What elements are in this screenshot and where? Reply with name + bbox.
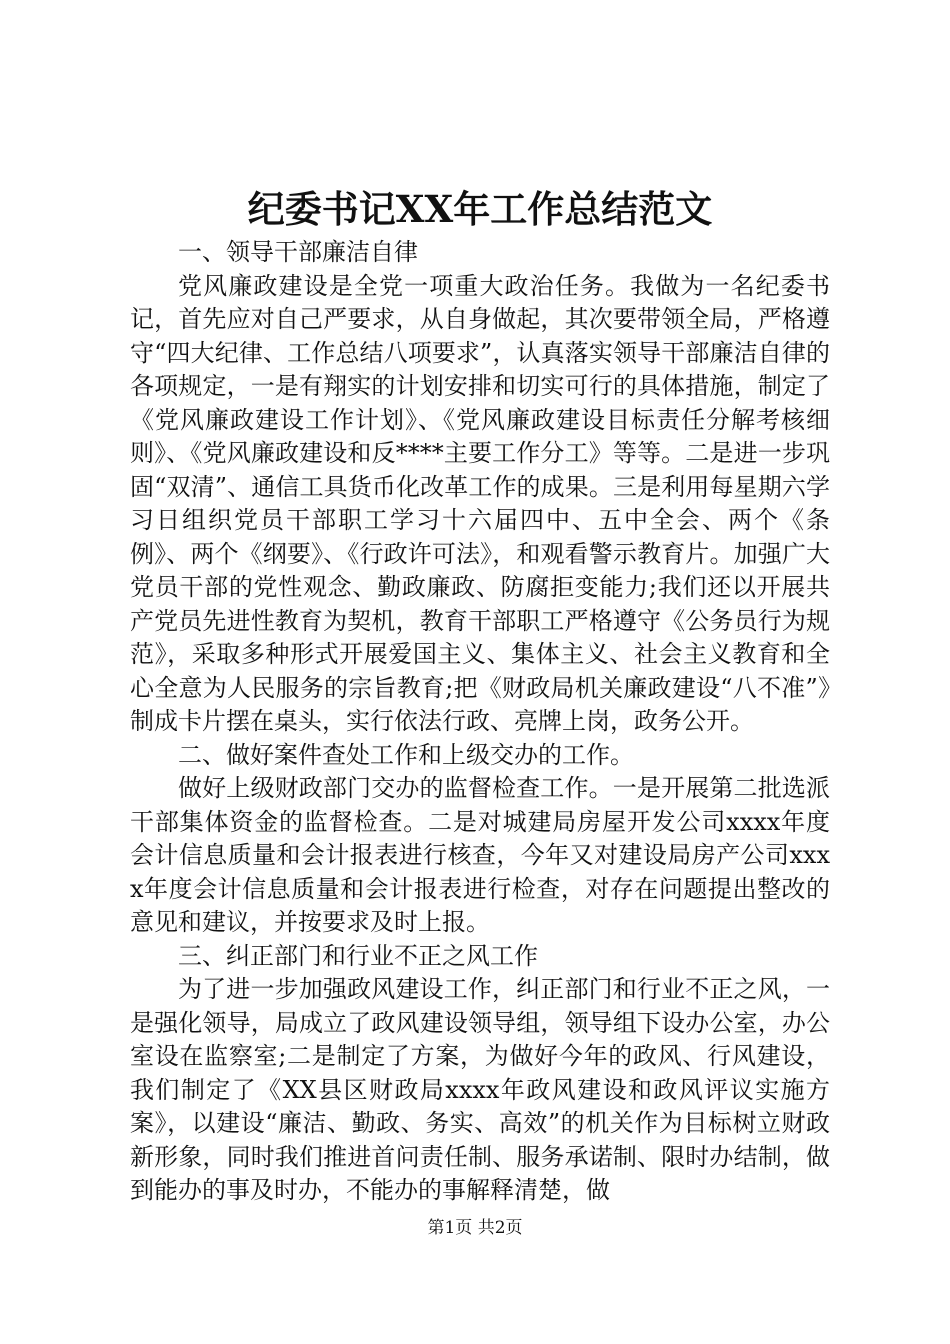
section-body-3: 为了进一步加强政风建设工作，纠正部门和行业不正之风，一是强化领导，局成立了政风建设领导组，领导组下设办公室，办公室设在监察室;二是制定了方案，为做好今年的政风、行风建设，我们制定了《XX县区财政局xxxx年政风建设和政风评议实施方案》，以建设“廉洁、勤政、务实、高效”的机关作为目标树立财政新形象，同时我们推进首问责任制、服务承诺制、限时办结制，做到能办的事及时办，不能办的事解释清楚，做	[130, 975, 830, 1204]
section-heading-1: 一、领导干部廉洁自律	[178, 238, 418, 266]
document-page	[130, 182, 830, 1208]
page-footer: 第1页 共2页	[427, 1218, 523, 1238]
section-body-2: 做好上级财政部门交办的监督检查工作。一是开展第二批选派干部集体资金的监督检查。二是对城建局房屋开发公司xxxx年度会计信息质量和会计报表进行核查，今年又对建设局房产公司xxxx年度会计信息质量和会计报表进行检查，对存在问题提出整改的意见和建议，并按要求及时上报。	[130, 774, 830, 936]
section-heading-2: 二、做好案件查处工作和上级交办的工作。	[178, 740, 634, 769]
document-title: 纪委书记XX年工作总结范文	[247, 187, 713, 231]
section-body-1: 党风廉政建设是全党一项重大政治任务。我做为一名纪委书记，首先应对自己严要求，从自身做起，其次要带领全局，严格遵守“四大纪律、工作总结八项要求”，认真落实领导干部廉洁自律的各项规定，一是有翔实的计划安排和切实可行的具体措施，制定了《党风廉政建设工作计划》、《党风廉政建设目标责任分解考核细则》、《党风廉政建设和反****主要工作分工》等等。二是进一步巩固“双清”、通信工具货币化改革工作的成果。三是利用每星期六学习日组织党员干部职工学习十六届四中、五中全会、两个《条例》、两个《纲要》、《行政许可法》，和观看警示教育片。加强广大党员干部的党性观念、勤政廉政、防腐拒变能力;我们还以开展共产党员先进性教育为契机，教育干部职工严格遵守《公务员行为规范》，采取多种形式开展爱国主义、集体主义、社会主义教育和全心全意为人民服务的宗旨教育;把《财政局机关廉政建设“八不准”》制成卡片摆在桌头，实行依法行政、亮牌上岗，政务公开。	[130, 271, 830, 735]
section-heading-3: 三、纠正部门和行业不正之风工作	[178, 941, 538, 970]
